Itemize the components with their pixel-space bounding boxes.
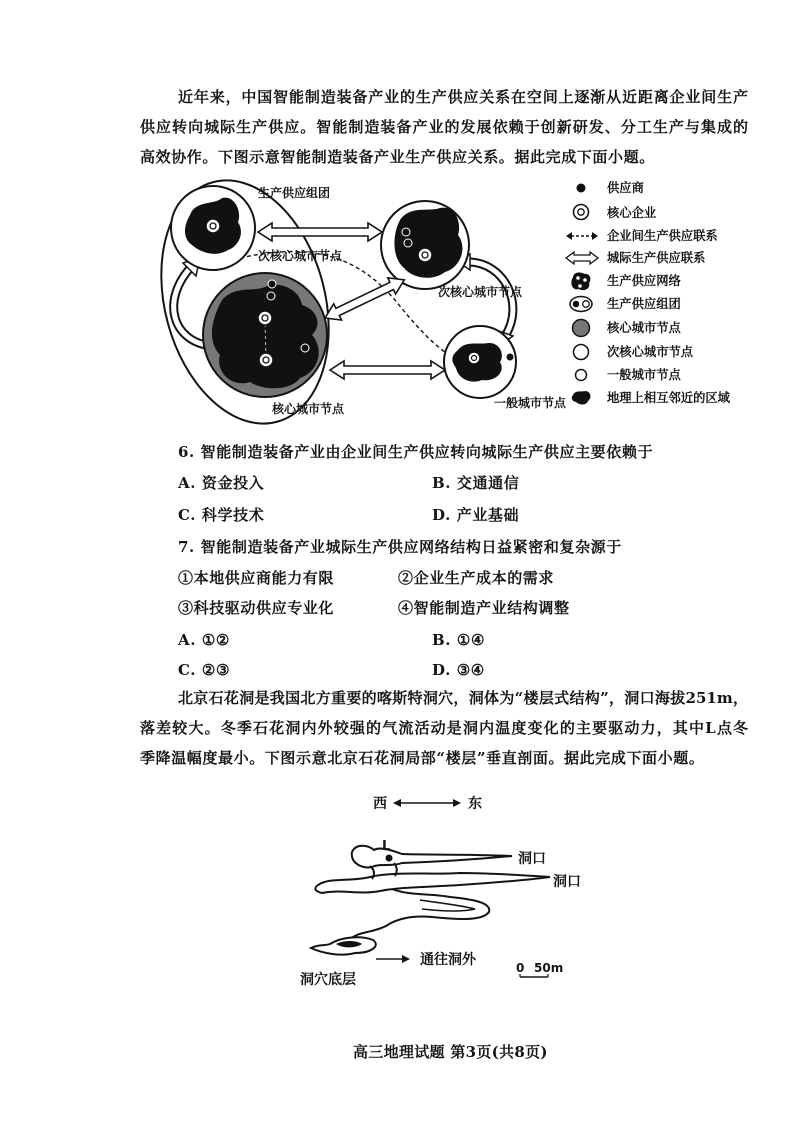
passage-1-line-2: 供应转向城际生产供应。智能制造装备产业的发展依赖于创新研发、分工生产与集成的: [140, 118, 748, 136]
to-outside-label: 通往洞外: [420, 952, 476, 968]
west-label: 西: [373, 796, 387, 812]
cave-middle-passage: [315, 873, 550, 893]
core-enterprise-icon: [258, 311, 272, 325]
adjacent-region-blob-icon: [572, 391, 591, 405]
core-enterprise-icon: [259, 353, 273, 367]
cave-upper-passage: [352, 846, 512, 868]
cave-profile-diagram: [290, 785, 600, 1000]
question-6-stem: 6. 智能制造装备产业由企业间生产供应转向城际生产供应主要依赖于: [178, 443, 654, 461]
core-enterprise-icon: [574, 205, 589, 220]
legend-label: 生产供应组团: [607, 297, 681, 311]
sub-core-city-node-right: [381, 201, 469, 289]
cave-bottom-level-label: 洞穴底层: [300, 972, 356, 988]
supply-network-icon: [571, 272, 590, 290]
legend-label: 地理上相互邻近的区域: [607, 391, 730, 405]
legend-label: 供应商: [607, 181, 644, 195]
legend-label: 生产供应网络: [607, 274, 681, 288]
question-7-stem: 7. 智能制造装备产业城际生产供应网络结构日益紧密和复杂源于: [178, 538, 622, 556]
passage-1-line-1: 近年来，中国智能制造装备产业的生产供应关系在空间上逐渐从近距离企业间生产: [178, 88, 748, 106]
supplier-dot-icon: [301, 344, 309, 352]
core-city-node-icon: [573, 320, 590, 337]
legend-label: 次核心城市节点: [607, 345, 694, 359]
scale-zero-label: 0: [516, 961, 525, 975]
supplier-dot-icon: [268, 280, 276, 288]
question-7-option-d[interactable]: D. ③④: [432, 661, 485, 679]
passage-1-line-3: 高效协作。下图示意智能制造装备产业生产供应关系。据此完成下面小题。: [140, 148, 655, 166]
point-l-marker: [386, 855, 393, 862]
label-supply-cluster: 生产供应组团: [258, 186, 331, 200]
west-east-arrow-icon: [393, 799, 461, 807]
question-6-option-d[interactable]: D. 产业基础: [432, 506, 520, 524]
passage-2-line-1: 北京石花洞是我国北方重要的喀斯特洞穴，洞体为“楼层式结构”，洞口海拔251m，: [178, 689, 748, 707]
sub-core-city-node-icon: [574, 345, 589, 360]
supplier-dot-icon: [577, 184, 586, 193]
sub-core-city-node-left: [171, 186, 255, 270]
question-7-statement-3: ③科技驱动供应专业化: [178, 599, 335, 617]
label-core-city: 核心城市节点: [272, 402, 345, 416]
dashed-double-arrow-icon: [566, 232, 598, 240]
legend-label: 企业间生产供应联系: [607, 229, 718, 243]
point-l-label: L: [382, 839, 391, 854]
question-7-option-b[interactable]: B. ①④: [432, 631, 486, 649]
question-7-statement-2: ②企业生产成本的需求: [398, 569, 555, 587]
to-outside-arrow-icon: [376, 955, 410, 963]
legend-label: 核心城市节点: [607, 321, 681, 335]
entrance-lower-label: 洞口: [553, 874, 581, 890]
question-7-statement-4: ④智能制造产业结构调整: [398, 599, 570, 617]
supplier-dot-icon: [267, 292, 275, 300]
supplier-dot-icon: [402, 228, 410, 236]
intercity-arrow-diagonal: [321, 272, 408, 326]
core-enterprise-icon: [206, 219, 220, 233]
cave-lower-loop: [350, 889, 489, 939]
general-city-node: [444, 326, 516, 398]
supplier-dot-icon: [404, 239, 412, 247]
legend: [566, 180, 731, 405]
intercity-arrow-bottom: [330, 361, 445, 379]
core-enterprise-icon: [468, 352, 480, 364]
hollow-double-arrow-icon: [566, 252, 598, 264]
legend-label: 城际生产供应联系: [607, 251, 706, 265]
question-7-option-a[interactable]: A. ①②: [178, 631, 230, 649]
core-city-node: [203, 273, 327, 397]
general-city-node-icon: [576, 370, 587, 381]
core-enterprise-icon: [418, 248, 432, 262]
question-7-statement-1: ①本地供应商能力有限: [178, 569, 335, 587]
scale-bar: [516, 961, 563, 977]
page-footer: 高三地理试题 第3页(共8页): [353, 1043, 548, 1061]
passage-2-line-2: 落差较大。冬季石花洞内外较强的气流活动是洞内温度变化的主要驱动力，其中L点冬: [140, 719, 748, 737]
question-6-option-b[interactable]: B. 交通通信: [432, 474, 520, 492]
entrance-upper-label: 洞口: [518, 851, 546, 867]
supplier-dot-icon: [507, 354, 514, 361]
legend-label: 核心企业: [607, 206, 657, 220]
question-7-option-c[interactable]: C. ②③: [178, 661, 231, 679]
passage-2-line-3: 季降温幅度最小。下图示意北京石花洞局部“楼层”垂直剖面。据此完成下面小题。: [140, 749, 705, 767]
supply-relationship-diagram: [150, 178, 740, 428]
question-6-option-a[interactable]: A. 资金投入: [178, 474, 265, 492]
east-label: 东: [468, 796, 482, 812]
label-sub-core-left: 次核心城市节点: [258, 249, 343, 263]
intercity-arrow-top: [258, 223, 382, 241]
label-general-city: 一般城市节点: [494, 396, 567, 410]
scale-length-label: 50m: [534, 961, 564, 975]
supply-cluster-icon: [570, 297, 592, 312]
cave-lower-loop-inner: [420, 900, 475, 911]
question-6-option-c[interactable]: C. 科学技术: [178, 506, 265, 524]
label-sub-core-right: 次核心城市节点: [438, 285, 523, 299]
legend-label: 一般城市节点: [607, 368, 681, 382]
